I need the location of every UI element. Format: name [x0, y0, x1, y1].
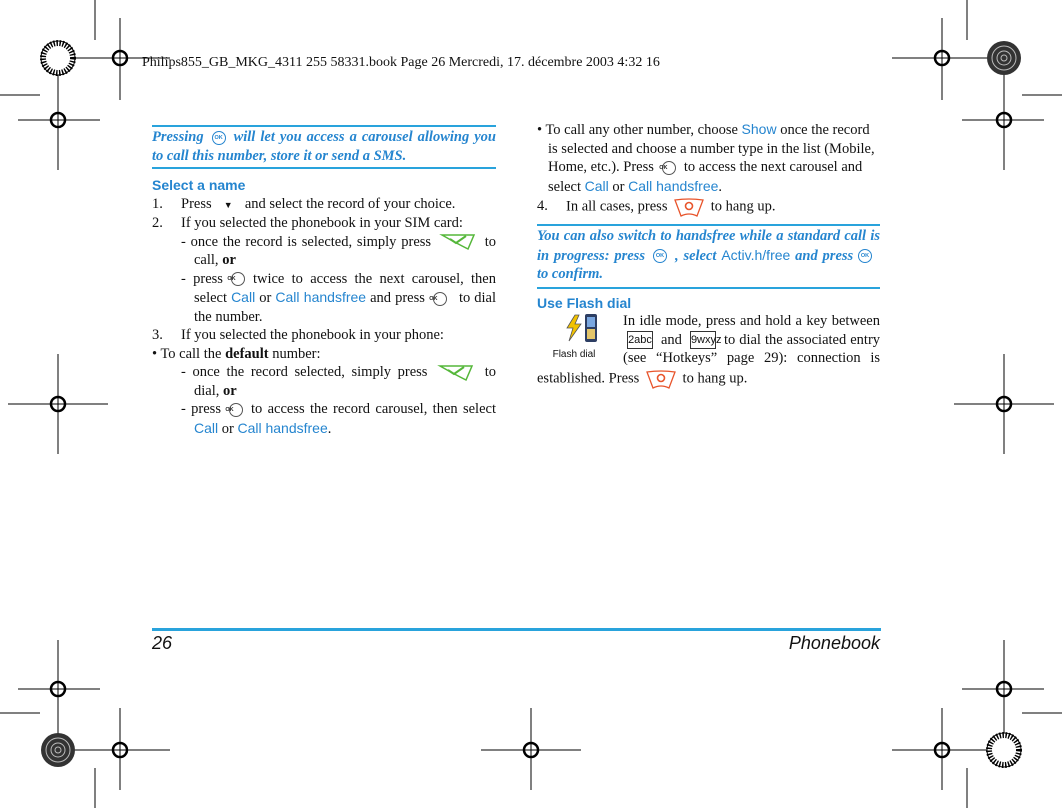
phone-option-b: - press OK to access the record carousel, then select Call or Call handsfree. [181, 401, 496, 437]
left-column [152, 125, 496, 438]
ok-key-icon: OK [858, 249, 872, 263]
sim-option-a: - once the record is selected, simply press to call, or [181, 233, 497, 269]
end-call-key-icon [673, 196, 705, 218]
step-3: 3. If you selected the phonebook in your phone: [152, 327, 444, 344]
footer-rule [152, 628, 881, 631]
key-9-icon: 9wxyz [690, 331, 716, 349]
page-number: 26 [152, 633, 173, 653]
step-2: 2. If you selected the phonebook in your SIM card: [152, 215, 463, 231]
end-call-key-icon [645, 368, 677, 390]
ok-key-icon: OK [662, 161, 676, 175]
flash-dial-badge [537, 313, 611, 360]
down-arrow-icon: ▼ [223, 199, 233, 210]
section-title: Phonebook [788, 633, 880, 653]
call-key-icon [438, 233, 478, 251]
ok-key-icon: OK [212, 131, 226, 145]
handsfree-note: You can also switch to handsfree while a standard call is in progress: press OK , select Activ.h/free and press OKto confirm. [537, 228, 880, 282]
flash-dial-text: In idle mode, press and hold a key between 2abc and 9wxyz to dial the associated entry (see “Hotkeys” page 29): connection is established. Press to hang up. [537, 312, 880, 390]
call-key-icon [436, 364, 476, 382]
flash-dial-icon [537, 313, 611, 343]
flash-dial-label: Flash dial [552, 348, 596, 360]
ok-key-icon: OK [229, 403, 243, 417]
section-heading-flash-dial: Use Flash dial [537, 294, 632, 311]
sim-option-b: - press OK twice to access the next carousel, then select Call or Call handsfree and press OK to dial the number. [181, 270, 497, 325]
default-number-bullet: • To call the default number: [152, 345, 321, 362]
carousel-note: Pressing OK will let you access a carousel allowing you to call this number, store it or send a SMS. [152, 129, 496, 164]
ok-key-icon: OK [433, 292, 447, 306]
right-column [537, 120, 880, 390]
other-number-bullet: • To call any other number, choose Show once the record is selected and choose a number type in the list (Mobile, Home, etc.). Press OK to access the next carousel and select Call or Call handsfree. [537, 121, 875, 195]
book-header-line: Philips855_GB_MKG_4311 255 58331.book Page 26 Mercredi, 17. décembre 2003 4:32 16 [142, 55, 660, 70]
ok-key-icon: OK [231, 272, 245, 286]
ok-key-icon: OK [653, 249, 667, 263]
section-heading-select-name: Select a name [152, 177, 246, 193]
phone-option-a: - once the record selected, simply press to dial, or [181, 364, 497, 399]
note-rule-bottom [537, 287, 880, 289]
step-1: 1. Press ▼ and select the record of your choice. [152, 195, 496, 215]
key-2-icon: 2abc [627, 331, 653, 349]
step-4: 4. In all cases, press to hang up. [537, 196, 880, 218]
note-rule-bottom [152, 167, 496, 169]
